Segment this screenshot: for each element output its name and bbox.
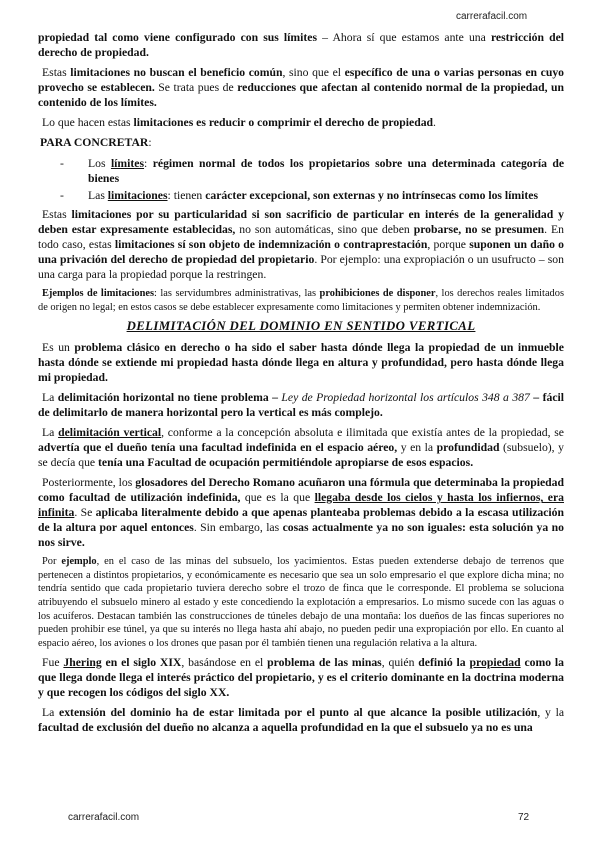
bold-text: definió la — [418, 656, 470, 670]
bold-text: carácter excepcional, son externas y no intrínsecas como los límites — [205, 189, 539, 202]
underlined-term: delimitación vertical — [58, 426, 162, 440]
dash-list — [38, 156, 564, 203]
text: La — [42, 426, 59, 440]
text: La — [42, 391, 58, 405]
text: , en el caso de las minas del subsuelo, los yacimientos. Estas pueden extenderse debajo de terrenos que pertenecen a distintos propietarios, y económicamente es necesario que sea un solo empresario el que explore dicha mina; no tendría sentido que cada propietario tuviera derecho sobre el trozo de finca que le corresponde. El problema se soluciona atribuyendo el subsuelo minero al estado y este concediendo la explotación a empresarios. Lo mismo sucede con las aguas o los acuíferos. Destacan también las construcciones de túneles debajo de una montaña: los dueños de las fincas superiores no pueden prohibir ese túnel, ya que su interés no llega hasta ahí abajo, no pueden pedir una expropiación por ello. En cuanto al espacio aéreo, los aviones o los drones que pasan por él también tienen una regulación relativa a la altura. — [38, 556, 564, 649]
bold-text: restricción del derecho de propiedad. — [38, 31, 564, 59]
bold-text: glosadores del Derecho Romano acuñaron una fórmula que determinaba la propiedad como facultad de utilización indefinida, — [38, 476, 564, 505]
bold-text: problema clásico en derecho o ha sido el saber hasta dónde llega la propiedad de un inmueble hasta dónde se extiende mi propiedad hasta dónde llega en altura y profundidad, pero hasta dónde llega mi propiedad. — [38, 341, 564, 385]
bold-text: ejemplo — [61, 556, 97, 568]
bold-text: advertía que el dueño tenía una facultad indefinida en el espacio aéreo, — [38, 441, 398, 455]
paragraph-1 — [38, 30, 564, 60]
bold-text: fácil de delimitarlo de manera horizontal pero la vertical es más complejo. — [38, 391, 564, 420]
bold-text: reducciones que afectan al contenido normal de la propiedad, un contenido de los límites. — [38, 81, 564, 109]
paragraph-5 — [38, 287, 564, 314]
text: . Se — [74, 506, 96, 520]
underlined-term: llegaba desde los cielos y hasta los infiernos, era infinita — [38, 491, 564, 520]
text: Estas — [42, 66, 71, 79]
underlined-term: limitaciones — [107, 189, 168, 202]
bold-text: aplicaba literalmente debido a que apenas planteaba problemas debido a la escasa utilización de la altura por aquel entonces — [38, 506, 565, 535]
bold-text: régimen normal de todos los propietarios sobre una determinada categoría de bienes — [88, 157, 565, 185]
text: Posteriormente, los — [42, 476, 136, 490]
bold-text: profundidad — [436, 441, 500, 455]
underlined-term: propiedad — [469, 656, 521, 670]
bold-text: prohibiciones de disponer — [319, 288, 436, 299]
paragraph-10 — [38, 555, 564, 650]
text: Las — [88, 189, 108, 202]
text: . En todo caso, estas — [38, 223, 564, 251]
bold-text: problema de las minas — [267, 656, 382, 670]
footer-site-name: carrerafacil.com — [68, 812, 140, 823]
bold-text: limitaciones sí son objeto de indemnización o contraprestación — [114, 238, 428, 251]
text: Fue — [42, 656, 64, 670]
section-title: DELIMITACIÓN DEL DOMINIO EN SENTIDO VERTICAL — [126, 319, 476, 334]
bold-text: extensión del dominio ha de estar limitada por el punto al que alcance la posible utilización — [59, 706, 538, 720]
bold-text: en el siglo XIX — [101, 656, 182, 670]
underlined-term: Jhering — [63, 656, 102, 670]
bold-text: suponen un daño o una privación del derecho de propiedad del propietario — [38, 238, 564, 266]
text: : tienen — [167, 189, 206, 202]
text: . — [433, 116, 436, 129]
paragraph-2 — [38, 65, 564, 110]
label-colon: : — [148, 136, 152, 149]
text: (subsuelo), y se decía que — [38, 441, 564, 470]
text: , sino que el — [282, 66, 345, 79]
list-item — [38, 188, 564, 203]
list-item — [38, 156, 564, 186]
text: Se trata pues de — [154, 81, 238, 94]
section-label — [40, 135, 564, 150]
text: : las servidumbres administrativas, las — [154, 288, 320, 299]
text: La — [42, 706, 60, 720]
paragraph-8 — [38, 425, 564, 470]
paragraph-7 — [38, 390, 564, 420]
bold-text: específico de una o varias personas en cuyo provecho se establecen. — [38, 66, 565, 94]
page-number: 72 — [518, 812, 530, 823]
label-title: PARA CONCRETAR — [40, 136, 149, 149]
text: y en la — [397, 441, 437, 455]
paragraph-3 — [38, 115, 564, 130]
bold-text: facultad de exclusión del dueño no alcanza a aquella profundidad en la que el subsuelo ya no es una — [38, 721, 533, 735]
text: , y la — [537, 706, 565, 720]
text: , los derechos reales limitados de origen no legal; en estos casos se debe establecer expresamente como limitaciones y permiten obtener indemnización. — [38, 288, 564, 313]
underlined-term: límites — [110, 157, 145, 170]
paragraph-11 — [38, 655, 564, 700]
paragraph-9 — [38, 475, 564, 550]
paragraph-12 — [38, 705, 564, 735]
text: , basándose en el — [181, 656, 268, 670]
text: Por — [42, 556, 62, 568]
text: no son automáticas, sino que deben — [235, 223, 414, 236]
text: Los — [88, 157, 111, 170]
text: – Ahora sí que estamos ante una — [317, 31, 491, 44]
italic-text: Ley de Propiedad horizontal los artículos 348 a 387 — [281, 391, 530, 405]
text: . Sin embargo, las — [193, 521, 283, 535]
bold-text: delimitación horizontal no tiene problema — [57, 391, 269, 405]
bold-text: probarse, no se presumen — [413, 223, 545, 236]
bold-text: limitaciones es reducir o comprimir el derecho de propiedad — [133, 116, 434, 129]
text: , porque — [427, 238, 470, 251]
bold-text: como la que llega donde llega el interés práctico del propietario, y es el criterio dominante en la doctrina moderna y que recogen los códigos del siglo XX. — [38, 656, 564, 700]
bold-text: – — [529, 391, 543, 405]
bold-text: tenía una Facultad de ocupación permitiéndole apropiarse de esos espacios. — [98, 456, 474, 470]
text: , conforme a la concepción absoluta e ilimitada que existía antes de la propiedad, se — [161, 426, 564, 440]
text: , quién — [381, 656, 419, 670]
text: que es la que — [240, 491, 315, 505]
text: . Por ejemplo: una expropiación o un usufructo – son una carga para la propiedad porque la restringen. — [38, 253, 564, 281]
bold-text: – — [268, 391, 282, 405]
bold-text: propiedad tal como viene configurado con sus límites — [38, 31, 318, 44]
text: Estas — [42, 208, 72, 221]
page-body — [38, 30, 564, 740]
text: Es un — [42, 341, 75, 355]
paragraph-6 — [38, 340, 564, 385]
bold-text: limitaciones no buscan el beneficio común — [70, 66, 283, 79]
text: : — [144, 157, 153, 170]
dash-bullet: - — [60, 189, 64, 202]
paragraph-4 — [38, 207, 564, 282]
dash-bullet: - — [60, 157, 64, 170]
bold-text: cosas actualmente ya no son iguales: esta solución ya no nos sirve. — [38, 521, 564, 550]
bold-text: limitaciones por su particularidad si son sacrificio de particular en interés de la generalidad y deben estar expresamente establecidas, — [38, 208, 564, 236]
header-site-name: carrerafacil.com — [456, 11, 528, 22]
text: Lo que hacen estas — [42, 116, 134, 129]
bold-text: Ejemplos de limitaciones — [42, 288, 155, 299]
